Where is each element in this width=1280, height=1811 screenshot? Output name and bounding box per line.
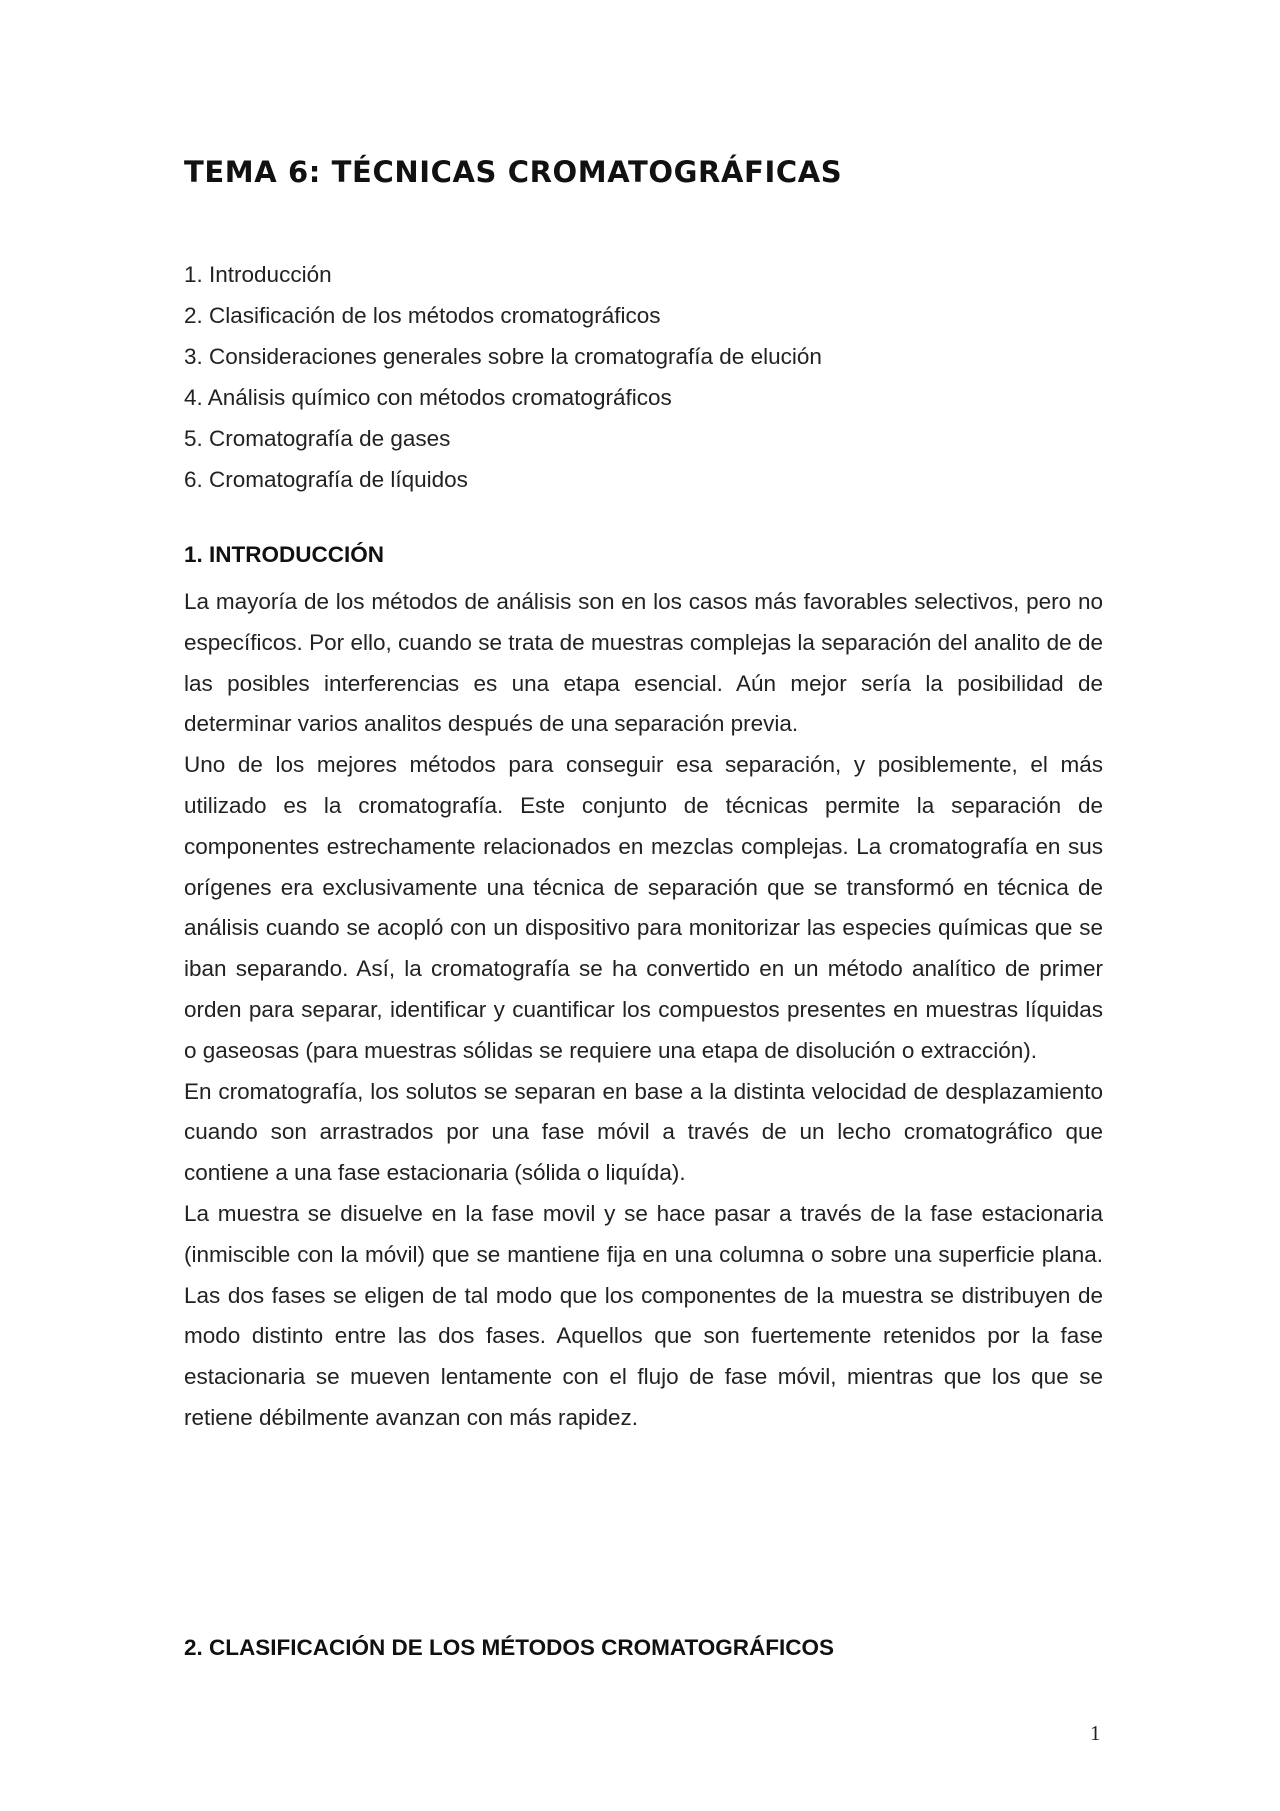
toc-item: 2. Clasificación de los métodos cromatográficos	[184, 303, 661, 328]
page-number: 1	[1090, 1721, 1101, 1745]
toc-item: 5. Cromatografía de gases	[184, 426, 451, 451]
table-of-contents	[184, 254, 822, 500]
paragraph: En cromatografía, los solutos se separan en base a la distinta velocidad de desplazamiento cuando son arrastrados por una fase móvil a través de un lecho cromatográfico que contiene a una fase estacionaria (sólida o liquída).	[184, 1078, 1103, 1186]
document-title: TEMA 6: TÉCNICAS CROMATOGRÁFICAS	[184, 155, 843, 189]
section-body-introduccion	[184, 582, 1103, 1439]
toc-item: 4. Análisis químico con métodos cromatográficos	[184, 385, 672, 410]
section-heading-clasificacion: 2. CLASIFICACIÓN DE LOS MÉTODOS CROMATOGRÁFICOS	[184, 1635, 835, 1660]
toc-item: 3. Consideraciones generales sobre la cromatografía de elución	[184, 344, 822, 369]
paragraph: Uno de los mejores métodos para conseguir esa separación, y posiblemente, el más utilizado es la cromatografía. Este conjunto de técnicas permite la separación de componentes estrechamente relacionados en mezclas complejas. La cromatografía en sus orígenes era exclusivamente una técnica de separación que se transformó en técnica de análisis cuando se acopló con un dispositivo para monitorizar las especies químicas que se iban separando. Así, la cromatografía se ha convertido en un método analítico de primer orden para separar, identificar y cuantificar los compuestos presentes en muestras líquidas o gaseosas (para muestras sólidas se requiere una etapa de disolución o extracción).	[184, 752, 1103, 1063]
paragraph: La mayoría de los métodos de análisis son en los casos más favorables selectivos, pero no específicos. Por ello, cuando se trata de muestras complejas la separación del analito de de las posibles interferencias es una etapa esencial. Aún mejor sería la posibilidad de determinar varios analitos después de una separación previa.	[184, 589, 1103, 737]
toc-item: 1. Introducción	[184, 262, 332, 287]
section-heading-introduccion: 1. INTRODUCCIÓN	[184, 542, 385, 567]
paragraph: La muestra se disuelve en la fase movil y se hace pasar a través de la fase estacionaria (inmiscible con la móvil) que se mantiene fija en una columna o sobre una superficie plana. Las dos fases se eligen de tal modo que los componentes de la muestra se distribuyen de modo distinto entre las dos fases. Aquellos que son fuertemente retenidos por la fase estacionaria se mueven lentamente con el flujo de fase móvil, mientras que los que se retiene débilmente avanzan con más rapidez.	[184, 1200, 1103, 1430]
toc-item: 6. Cromatografía de líquidos	[184, 467, 468, 492]
